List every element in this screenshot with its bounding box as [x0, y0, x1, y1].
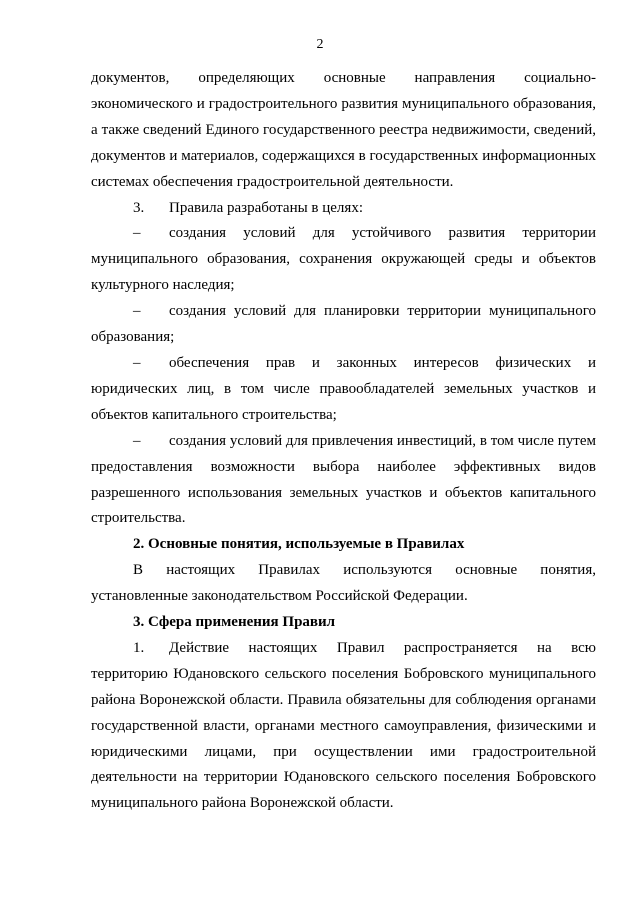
bullet-1-text: создания условий для устойчивого развития территории муниципального образования, сохранения окружающей среды и объектов культурного наследия; [91, 225, 596, 294]
bullet-2-paragraph [91, 299, 596, 351]
item-3-number: 3. [133, 199, 145, 216]
section-3-item-1-number: 1. [133, 639, 145, 656]
section-3-heading: 3. Сфера применения Правил [133, 614, 336, 631]
bullet-1-paragraph [91, 221, 596, 299]
page-number: 2 [316, 37, 324, 52]
dash-marker: – [133, 303, 141, 320]
section-3-item-1-text: Действие настоящих Правил распространяется на всю территорию Юдановского сельского поселения Бобровского муниципального района Воронежской области. Правила обязательны для соблюдения органами государственной власти, органами местного самоуправления, физическими и юридическими лицами, при осуществлении ими градостроительной деятельности на территории Юдановского сельского поселения Бобровского муниципального района Воронежской области. [91, 639, 596, 812]
item-3-paragraph [91, 196, 596, 222]
dash-marker: – [133, 225, 141, 242]
bullet-3-text: обеспечения прав и законных интересов физических и юридических лиц, в том числе правообладателей земельных участков и объектов капитального строительства; [91, 354, 596, 423]
section-2-paragraph: В настоящих Правилах используются основные понятия, установленные законодательством Российской Федерации. [91, 562, 596, 605]
dash-marker: – [133, 432, 141, 449]
section-2-heading: 2. Основные понятия, используемые в Правилах [133, 536, 465, 553]
dash-marker: – [133, 354, 141, 371]
document-body [91, 66, 596, 817]
section-3-item-1-paragraph [91, 636, 596, 817]
bullet-3-paragraph [91, 351, 596, 429]
continuation-paragraph: документов, определяющих основные направления социально-экономического и градостроительного развития муниципального образования, а также сведений Единого государственного реестра недвижимости, сведений, документов и материалов, содержащихся в государственных информационных системах обеспечения градостроительной деятельности. [91, 70, 596, 190]
bullet-4-paragraph [91, 429, 596, 533]
bullet-2-text: создания условий для планировки территории муниципального образования; [91, 303, 596, 346]
bullet-4-text: создания условий для привлечения инвестиций, в том числе путем предоставления возможности выбора наиболее эффективных видов разрешенного использования земельных участков и объектов капитального строительства. [91, 432, 596, 527]
item-3-text: Правила разработаны в целях: [169, 199, 363, 216]
